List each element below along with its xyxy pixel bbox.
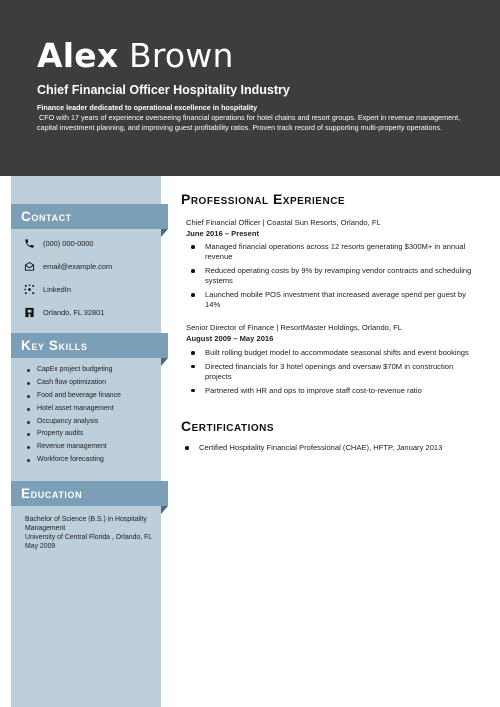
job-role: Chief Financial Officer: [186, 218, 261, 227]
contact-location: [24, 305, 158, 328]
skills-heading: Key Skills: [21, 338, 88, 353]
job-role: Senior Director of Finance: [186, 323, 275, 332]
profile-summary: [37, 103, 467, 133]
graduation-date: May 2009: [25, 543, 56, 550]
candidate-title: Chief Financial Officer Hospitality Industry: [37, 83, 290, 97]
certifications-heading: Certifications: [181, 418, 275, 434]
list-item: Reduced operating costs by 9% by revamping vendor contracts and scheduling systems: [190, 266, 480, 287]
phone-icon: [24, 238, 35, 249]
job-company: Coastal Sun Resorts, Orlando, FL: [266, 218, 381, 227]
list-item: Directed financials for 3 hotel openings and oversaw $70M in construction projects: [190, 362, 480, 383]
list-item: Cash flow optimization: [26, 379, 158, 392]
contact-list: [24, 236, 158, 328]
list-item: Food and beverage finance: [26, 392, 158, 405]
phone-number: (000) 000-0000: [43, 239, 94, 248]
degree: Bachelor of Science (B.S.) in Hospitality Management: [25, 516, 147, 532]
education-section-heading: [11, 481, 168, 506]
certifications-list: [184, 443, 474, 457]
job-dates: June 2016 – Present: [186, 228, 260, 238]
job-company: ResortMaster Holdings, Orlando, FL: [280, 323, 402, 332]
contact-section-heading: [11, 204, 168, 229]
skills-list: [26, 366, 158, 469]
contact-email[interactable]: [24, 259, 158, 282]
list-item: Built rolling budget model to accommodate seasonal shifts and event bookings: [190, 348, 480, 358]
job-bullets: [190, 242, 480, 314]
skills-section-heading: [11, 333, 168, 358]
ribbon-fold: [161, 358, 168, 366]
linkedin-icon: [24, 284, 35, 295]
list-item: Revenue management: [26, 443, 158, 456]
location-icon: [24, 307, 35, 318]
ribbon-fold: [161, 506, 168, 514]
school: University of Central Florida , Orlando, FL: [25, 534, 153, 541]
job-bullets: [190, 348, 480, 400]
summary-heading: Finance leader dedicated to operational excellence in hospitality: [37, 103, 258, 112]
job-header: [186, 323, 402, 344]
contact-linkedin[interactable]: [24, 282, 158, 305]
list-item: Launched mobile POS investment that increased average spend per guest by 14%: [190, 290, 480, 311]
education-entry: [25, 515, 157, 551]
experience-heading: Professional Experience: [181, 191, 346, 207]
job-role-line: Chief Financial Officer | Coastal Sun Resorts, Orlando, FL: [186, 218, 381, 227]
job-header: [186, 218, 381, 239]
job-role-line: Senior Director of Finance | ResortMaster Holdings, Orlando, FL: [186, 323, 402, 332]
list-item: CapEx project budgeting: [26, 366, 158, 379]
location-text: Orlando, FL 32801: [43, 308, 105, 317]
email-address: email@example.com: [43, 262, 113, 271]
candidate-name: [37, 36, 234, 75]
last-name: Brown: [129, 36, 234, 75]
list-item: Property audits: [26, 430, 158, 443]
list-item: Occupancy analysis: [26, 418, 158, 431]
list-item: Certified Hospitality Financial Professional (CHAE), HFTP, January 2013: [184, 443, 474, 453]
education-heading: Education: [21, 486, 83, 501]
list-item: Managed financial operations across 12 resorts generating $300M+ in annual revenue: [190, 242, 480, 263]
summary-text: CFO with 17 years of experience overseeing financial operations for hotel chains and resort groups. Expert in revenue management, capital investment planning, and improving guest profitability ratios. Proven track record of supporting multi-property operations.: [37, 113, 461, 132]
contact-phone[interactable]: [24, 236, 158, 259]
linkedin-link: LinkedIn: [43, 285, 71, 294]
job-dates: August 2009 – May 2016: [186, 333, 274, 343]
contact-heading: Contact: [21, 209, 72, 224]
email-icon: [24, 261, 35, 272]
list-item: Hotel asset management: [26, 405, 158, 418]
first-name: Alex: [37, 36, 119, 75]
list-item: Partnered with HR and ops to improve staff cost-to-revenue ratio: [190, 386, 480, 396]
resume-header: [0, 0, 500, 176]
ribbon-fold: [161, 229, 168, 237]
list-item: Workforce forecasting: [26, 456, 158, 469]
